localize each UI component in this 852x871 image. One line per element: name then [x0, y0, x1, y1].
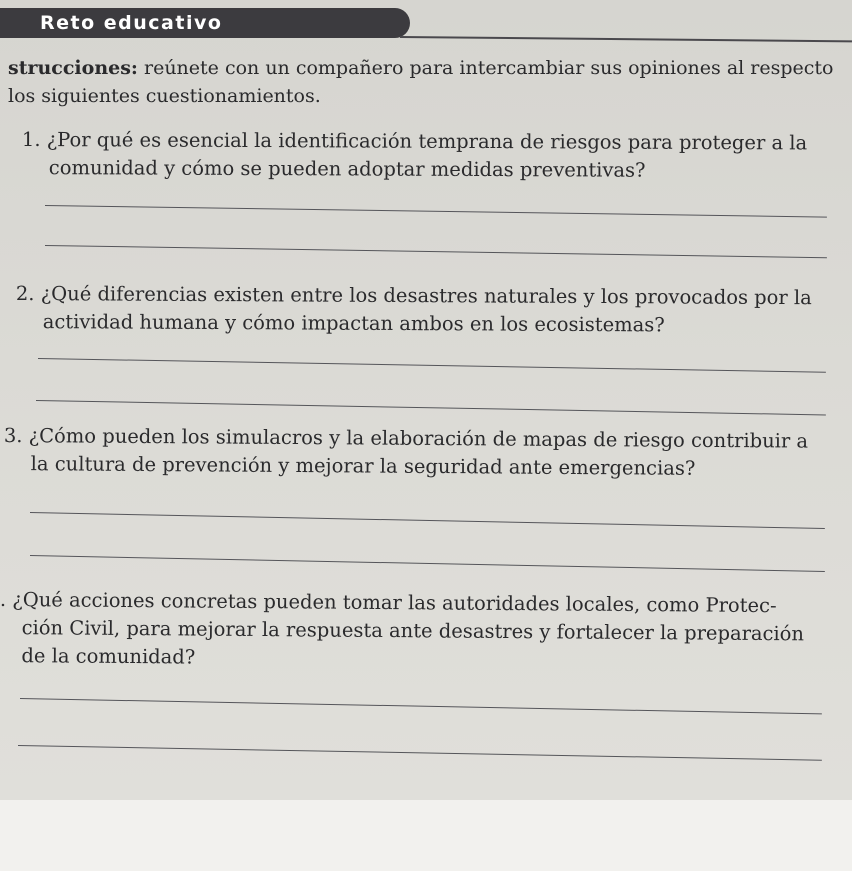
question-4-text: ¿Qué acciones concretas pueden tomar las autoridades locales, como Protec- [12, 588, 777, 618]
instructions-text: reúnete con un compañero para intercambiar sus opiniones al respecto [137, 57, 834, 79]
question-4 [0, 586, 836, 677]
question-3-text: ¿Cómo pueden los simulacros y la elaboración de mapas de riesgo contribuir a [28, 424, 809, 453]
question-2-number: 2. [15, 281, 35, 306]
question-2 [16, 280, 832, 340]
question-4-line-3: de la comunidad? [21, 644, 196, 669]
instructions-line-1 [8, 54, 848, 82]
question-1-text: ¿Por qué es esencial la identificación temprana de riesgos para proteger a la [46, 128, 808, 155]
section-title: Reto educativo [40, 12, 223, 34]
question-1-line-1 [22, 126, 832, 158]
question-2-line-1 [16, 280, 832, 312]
question-2-text: ¿Qué diferencias existen entre los desastres naturales y los provocados por la [40, 282, 812, 310]
question-3-number: 3. [3, 423, 23, 448]
question-1-number: 1. [21, 127, 41, 152]
question-3-line-2: la cultura de prevención y mejorar la seguridad ante emergencias? [30, 452, 696, 480]
instructions-line-2: los siguientes cuestionamientos. [8, 85, 321, 107]
question-1-line-2: comunidad y cómo se pueden adoptar medidas preventivas? [48, 156, 646, 182]
question-2-line-2: actividad humana y cómo impactan ambos en los ecosistemas? [42, 310, 665, 337]
instructions-label: strucciones: [8, 57, 138, 79]
question-3 [4, 422, 832, 484]
question-1 [22, 126, 832, 186]
page-margin-area [0, 800, 852, 871]
question-4-number: . [0, 587, 7, 612]
question-4-line-2: ción Civil, para mejorar la respuesta ante desastres y fortalecer la preparación [21, 616, 805, 646]
instructions [8, 54, 848, 110]
